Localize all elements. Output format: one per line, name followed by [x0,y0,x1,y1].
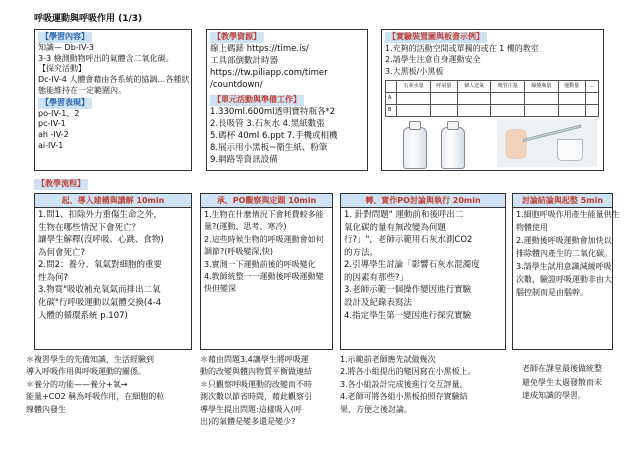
flow-note-line: 導入呼吸作用與呼吸運動的關係。 [26,367,146,377]
record-table-cell [491,92,525,104]
record-table-cell [585,104,598,116]
table-row [386,104,599,116]
flow-note-line: 動的改變與體內物質平衡做連結 [200,367,312,377]
learning-content-line: 態能維持在一定範圍內。 [38,85,126,95]
resources-lines [210,43,364,91]
record-table-cell [558,92,585,104]
flow-column-1-notes [26,354,198,416]
flow-step-line: 量?(運動、思考、寒冷) [204,222,287,232]
record-table-cell [457,104,491,116]
flow-column-2-body [201,208,332,297]
flow-step-line: 腦控制而是由腦幹。 [516,287,588,297]
record-table-cell [558,104,585,116]
flow-step-line: 3.實測一下運動前後的呼吸變化 [204,259,316,269]
flow-step-line: 4.教師統整一一運動後呼吸運動變 [204,271,324,281]
materials-label: 【單元活動與準備工作】 [210,95,304,106]
record-table-header: 吸管注量 [491,80,525,92]
record-table-row-label: B [386,104,397,116]
record-table-cell [397,92,431,104]
record-table [385,80,599,117]
learning-content-box [34,29,192,171]
flow-step-line: 化碳"行呼吸運動以氣體交換(4-4 [38,298,162,309]
learning-performance-label: 【學習表現】 [38,98,92,109]
learning-performance-lines [38,109,188,152]
flow-note-line: ＊複習學生的先備知識，生活經驗到 [26,355,154,364]
resource-line: https://tw.piliapp.com/timer [210,67,328,78]
flow-step-line: 2.運動後呼吸運動會加快以 [516,235,612,245]
flow-note-line: ＊藉由問題3.4讓學生將呼吸運 [200,355,309,364]
flow-step-line: 排除體內產生的二氧化碳。 [516,248,612,258]
flow-step-line: 為何會死亡? [38,247,86,258]
flow-column-4-header: 討論結論與起整 5min [513,194,612,208]
record-table-cell [525,92,559,104]
record-table-header-row [386,80,599,92]
material-line: 5.碼杯 40ml 6.ppt 7.手機或相機 [210,130,338,141]
flow-note-line: 果，方便之後討論。 [340,404,412,414]
resource-line: 線上碼錶 https://time.is/ [210,43,309,54]
flow-column-1 [34,193,192,350]
flow-column-3-body [341,208,505,323]
flow-note-line: 2.將各小組提出的變因寫在小黑板上。 [340,367,476,377]
equipment-label: 【實驗裝置圖與板書示例】 [385,32,487,43]
record-table-header: 石灰水量 [397,80,431,92]
resources-label: 【教學資源】 [210,32,264,43]
material-line: 9.網路等資訊設備 [210,155,278,166]
flow-step-line: 讓學生解釋(沒呼吸、心跳、食物) [38,235,164,246]
record-table-cell [491,104,525,116]
material-line: 1.330ml.600ml透明寶特瓶各*2 [210,106,336,117]
flow-step-line: 1.問1、扣除外力重傷生命之外， [38,210,163,220]
page-title: 呼吸運動與呼吸作用 (1/3) [34,14,143,24]
materials-lines [210,106,364,166]
flow-column-3-notes [340,354,506,416]
flow-step-line: 生物在哪些情況下會死亡？ [38,222,141,233]
equipment-line: 1.充夠的活動空間或單獨的或在 1 樓的教室 [385,43,539,53]
record-table-header: … [585,80,598,92]
straw-photo [497,119,597,167]
flow-step-line: 1. 針對問題" 運動前和後呼出二 [344,210,464,220]
flow-note-line: 3.各小組設計完成後進行交互評量。 [340,379,468,389]
flow-column-2 [200,193,333,350]
equipment-line: 2.請學生注意自身運動安全 [385,55,481,65]
flow-step-line: 氧化碳的量有無改變為何題 [344,222,447,233]
learning-content-line: Dc-IV-4 人體會藉由各系統的協調…各種狀 [38,75,190,85]
flow-step-line: 的因素有那些?」 [344,272,409,283]
flow-step-line: 3.老師示範一個操作變因進行實驗 [344,285,472,296]
flow-note-line: ＊只觀察呼吸運動的改變而不時 [200,379,312,389]
record-table-cell [397,104,431,116]
flow-step-line: 3.請學生試用意識減緩呼吸 [516,261,612,271]
record-table-header: 運動量 [558,80,585,92]
bottle-photo [389,119,481,167]
flow-step-line: 4.指定學生第一變因進行探究實驗 [344,310,472,321]
flow-label: 【教學流程】 [34,179,88,190]
flow-note-line: 測次數以節省時間，藉此觀察引 [200,392,312,402]
learning-content-label: 【學習內容】 [38,32,92,43]
flow-note-line: 避免學生太過發散而未 [522,377,602,387]
flow-step-line: 1.生物在什麼情況下會耗費較多能 [204,210,324,219]
flow-column-2-notes [200,354,333,428]
flow-note-line: 線體內發生 [26,404,66,414]
equipment-lines [385,43,600,78]
flow-step-line: 人體的循環系統 p.107) [38,310,128,321]
table-row [386,92,599,104]
flow-step-line: 2.問2：養分、氧氣對細胞的重要 [38,260,163,271]
record-table-cell [457,92,491,104]
flow-step-line: 次數，驗證呼吸運動非由大 [516,274,612,284]
record-table-header: 呼氣量 [430,80,457,92]
flow-note-line: 出)的氣體是變多還是變少? [200,416,296,426]
flow-step-line: 調節?(呼吸變深,快) [204,247,274,257]
material-line: 2.長吸管 3.石灰水 4.黑紙數張 [210,118,325,129]
equipment-photos [385,119,600,167]
learning-performance-line: ai-IV-1 [38,140,64,150]
learning-performance-line: ah -IV-2 [38,130,69,140]
equipment-line: 3.大黑板/小黑板 [385,66,444,76]
resources-box [206,29,368,171]
flow-column-3-header: 轉、實作PO討論與執行 20min [341,194,505,208]
flow-column-4 [512,193,620,350]
flow-note-line: ＊養分的功能——養分+氧→ [26,379,128,389]
record-table-cell [430,92,457,104]
learning-performance-line: pc-IV-1 [38,119,66,129]
learning-content-line: 3-3 檢測動物呼出的氣體含二氧化碳。 [38,53,174,63]
flow-column-1-header: 起、導入建構與講解 10min [35,194,191,208]
flow-note-line: 導學生提出問題:這樣吸入(呼 [200,404,302,414]
flow-column-3 [340,193,506,350]
flow-note-line: 4.老師可將各組小黑板拍照存實驗結 [340,392,468,402]
flow-step-line: 2.引導學生討論「影響石灰水混濁度 [344,260,480,271]
record-table-header: 綠燒瓶量 [525,80,559,92]
flow-step-line: 物體使用 [516,222,548,232]
material-line: 8.展示用小黑板~衛生紙、粉筆 [210,143,328,154]
flow-step-line: 2.這些時候生物的呼吸運動會如何 [204,234,324,244]
learning-content-lines [38,43,188,97]
flow-step-line: 性為何? [38,272,69,283]
resource-line: /countdown/ [210,79,263,90]
record-table-cell [525,104,559,116]
record-table-row-label: A [386,92,397,104]
flow-step-line: 行?」"，老師示範用石灰水測CO2 [344,235,473,246]
flow-note-line: 達成知識的學習。 [522,391,586,401]
record-table-cell [585,92,598,104]
learning-content-line: 【探究活動】 [38,64,86,74]
learning-content-line: 知識— Db-IV-3 [38,42,95,52]
flow-step-line: 的方法。 [344,247,379,258]
equipment-box [381,29,604,171]
flow-column-4-notes [522,362,618,403]
flow-note-line: 1.示範前老師應先試做幾次 [340,355,436,364]
learning-performance-line: po-IV-1、2 [38,108,80,118]
flow-column-1-body [35,208,191,323]
flow-note-line: 能量+CO2 稱為呼吸作用，在細胞的粒 [26,392,165,402]
flow-column-2-header: 承、PO觀察與定題 10min [201,194,332,208]
flow-step-line: 設計及紀錄表寫法 [344,298,413,309]
resource-line: 工具部倒數計時器 [210,55,279,66]
flow-column-4-body [513,208,620,301]
flow-step-line: 1.細胞呼吸作用產生能量供生 [516,210,620,219]
flow-step-line: 3.物質"吸收補充氧氣而排出二氧 [38,285,161,296]
flow-note-line: 老師在課堂最後做統整 [522,364,602,373]
record-table-header: 個人送氣 [457,80,491,92]
record-table-cell [430,104,457,116]
flow-step-line: 快但變深 [204,284,236,294]
